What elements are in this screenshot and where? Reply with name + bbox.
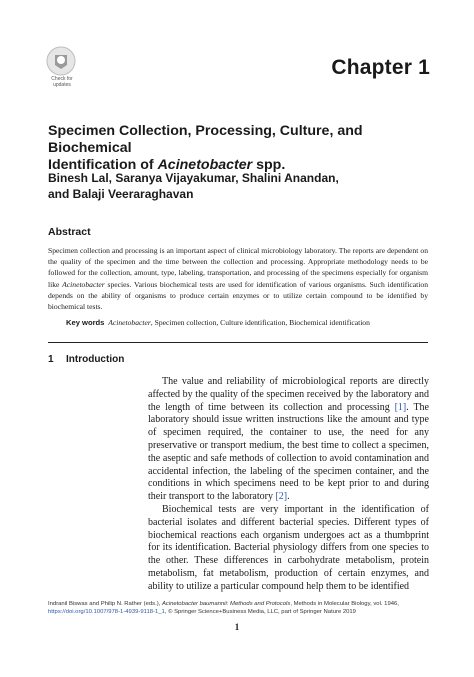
body-paragraph-1 (148, 376, 429, 504)
badge-label-line2: updates (53, 82, 71, 88)
check-for-updates-icon[interactable] (46, 46, 76, 76)
check-for-updates-label (40, 76, 84, 88)
footnote (48, 600, 438, 616)
badge-label-line1: Check for (51, 76, 73, 82)
abstract-text (48, 245, 428, 312)
abstract-heading: Abstract (48, 226, 91, 238)
citation-link-2[interactable]: [2] (275, 491, 288, 503)
section-number: 1 (48, 354, 54, 365)
keywords-genus: Acinetobacter (108, 318, 151, 327)
keywords (66, 318, 446, 327)
p1-text-a: The value and reliability of microbiological reports are directly affected by the quality of the specimen received by the laboratory and the length of time between its collection and processing (148, 376, 429, 413)
p1-text-b: . The laboratory should issue written instructions like the amount and type of specimen required, the container to use, the need for any preservative or transport medium, the best time to collect a specimen, the aseptic and safe methods of collection to avoid contamination and accidental infection, the labeling of the specimen container, and the conditions in which specimens need to be kept prior to and during their transport to the laboratory (148, 401, 429, 503)
title-line2-text: Identification of (48, 157, 158, 173)
authors-line1: Binesh Lal, Saranya Vijayakumar, Shalini Anandan, (48, 171, 339, 185)
authors-line2: and Balaji Veeraraghavan (48, 187, 194, 201)
doi-link[interactable]: https://doi.org/10.1007/978-1-4939-9118-1_1 (48, 609, 165, 615)
abstract-text-part1: Specimen collection and processing is an important aspect of clinical microbiology laboratory. The reports are dependent on the quality of the specimen and the time between the collection and processing. Appropriate methodology needs to be followed for the collection, amount, type, labeling, transportation, and processing of the specimens especially for organism like (48, 246, 428, 289)
body-text (148, 376, 429, 594)
abstract-genus: Acinetobacter (62, 279, 105, 289)
p1-text-c: . (287, 491, 290, 503)
keywords-rest: , Specimen collection, Culture identification, Biochemical identification (150, 318, 370, 327)
title-genus: Acinetobacter (157, 157, 253, 173)
footnote-editors: Indranil Biswas and Philip N. Rather (eds.), (48, 601, 162, 607)
footnote-copyright: , © Springer Science+Business Media, LLC, part of Springer Nature 2019 (164, 609, 356, 615)
citation-link-1[interactable]: [1] (394, 401, 407, 413)
section-title: Introduction (66, 354, 125, 365)
author-list (48, 170, 428, 202)
footnote-book-title: Acinetobacter baumannii: Methods and Protocols (161, 601, 291, 607)
paper-title (48, 123, 438, 174)
section-divider (48, 342, 428, 343)
footnote-series: , Methods in Molecular Biology, vol. 1946, (290, 601, 399, 607)
chapter-label: Chapter 1 (331, 56, 430, 79)
page-number: 1 (234, 622, 240, 632)
abstract-text-part2: species. Various biochemical tests are used for identification of various organisms. Such identification depends on the ability of organisms to produce certain enzymes or to utilize certain compound to be identified by biochemical tests. (48, 279, 428, 312)
body-paragraph-2: Biochemical tests are very important in the identification of bacterial isolates and different bacterial species. Different types of biochemical reactions each organism undergoes act as a thumbprint for its identification. Bacterial physiology differs from one species to the other. These differences in carbohydrate metabolism, protein metabolism, fat metabolism, production of certain enzymes, and ability to utilize a particular compound help them to be identified (148, 503, 429, 592)
title-line1: Specimen Collection, Processing, Culture, and Biochemical (48, 123, 363, 156)
title-line2-suffix: spp. (252, 157, 286, 173)
keywords-label: Key words (66, 318, 105, 327)
